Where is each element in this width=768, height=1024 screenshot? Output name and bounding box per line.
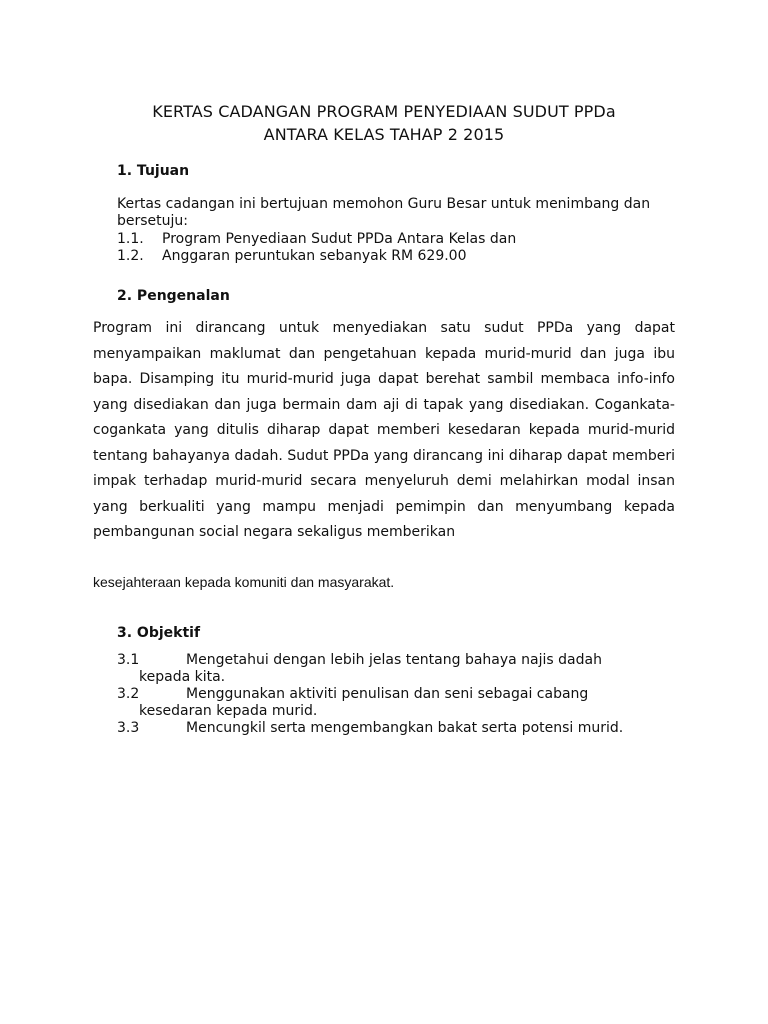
objektif-item-2-number: 3.2 — [117, 686, 140, 702]
objektif-item-3-text: Mencungkil serta mengembangkan bakat serta potensi murid. — [186, 720, 624, 736]
pengenalan-body-text: Program ini dirancang untuk menyediakan satu sudut PPDa yang dapat menyampaikan maklumat dan pengetahuan kepada murid-murid dan juga ibu bapa. Disamping itu murid-murid juga dapat berehat sambil membaca info-info yang disediakan dan juga bermain dam aji di tapak yang disediakan. Cogankata-cogankata yang ditulis diharap dapat memberi kesedaran kepada murid-murid tentang bahayanya dadah. Sudut PPDa yang dirancang ini diharap dapat memberi impak terhadap murid-murid secara menyeluruh demi melahirkan modal insan yang berkualiti yang mampu menjadi pemimpin dan menyumbang kepada pembangunan social negara sekaligus memberikan — [93, 320, 675, 540]
objektif-item-2-text: Menggunakan aktiviti penulisan dan seni sebagai cabang — [186, 686, 589, 702]
tujuan-item-2-text: Anggaran peruntukan sebanyak RM 629.00 — [162, 248, 467, 264]
title-line-1: KERTAS CADANGAN PROGRAM PENYEDIAAN SUDUT PPDa — [152, 102, 616, 121]
tujuan-item-1-number: 1.1. — [117, 231, 144, 247]
objektif-item-1-number: 3.1 — [117, 652, 140, 668]
tujuan-item-2-number: 1.2. — [117, 248, 144, 264]
objektif-item-1-text: Mengetahui dengan lebih jelas tentang bahaya najis dadah — [186, 652, 602, 668]
objektif-item-2-continuation: kesedaran kepada murid. — [139, 703, 318, 719]
section-heading-pengenalan: 2. Pengenalan — [117, 288, 230, 304]
pengenalan-paragraph — [93, 316, 675, 546]
title-line-2: ANTARA KELAS TAHAP 2 2015 — [263, 125, 505, 144]
document-title — [90, 100, 678, 146]
tujuan-intro: Kertas cadangan ini bertujuan memohon Guru Besar untuk menimbang dan bersetuju: — [117, 196, 651, 229]
section-heading-objektif: 3. Objektif — [117, 625, 201, 641]
section-heading-tujuan: 1. Tujuan — [117, 163, 190, 179]
tujuan-item-1-text: Program Penyediaan Sudut PPDa Antara Kelas dan — [162, 231, 517, 247]
objektif-item-3-number: 3.3 — [117, 720, 140, 736]
pengenalan-last-line: kesejahteraan kepada komuniti dan masyarakat. — [93, 574, 395, 590]
objektif-item-1-continuation: kepada kita. — [139, 669, 226, 685]
